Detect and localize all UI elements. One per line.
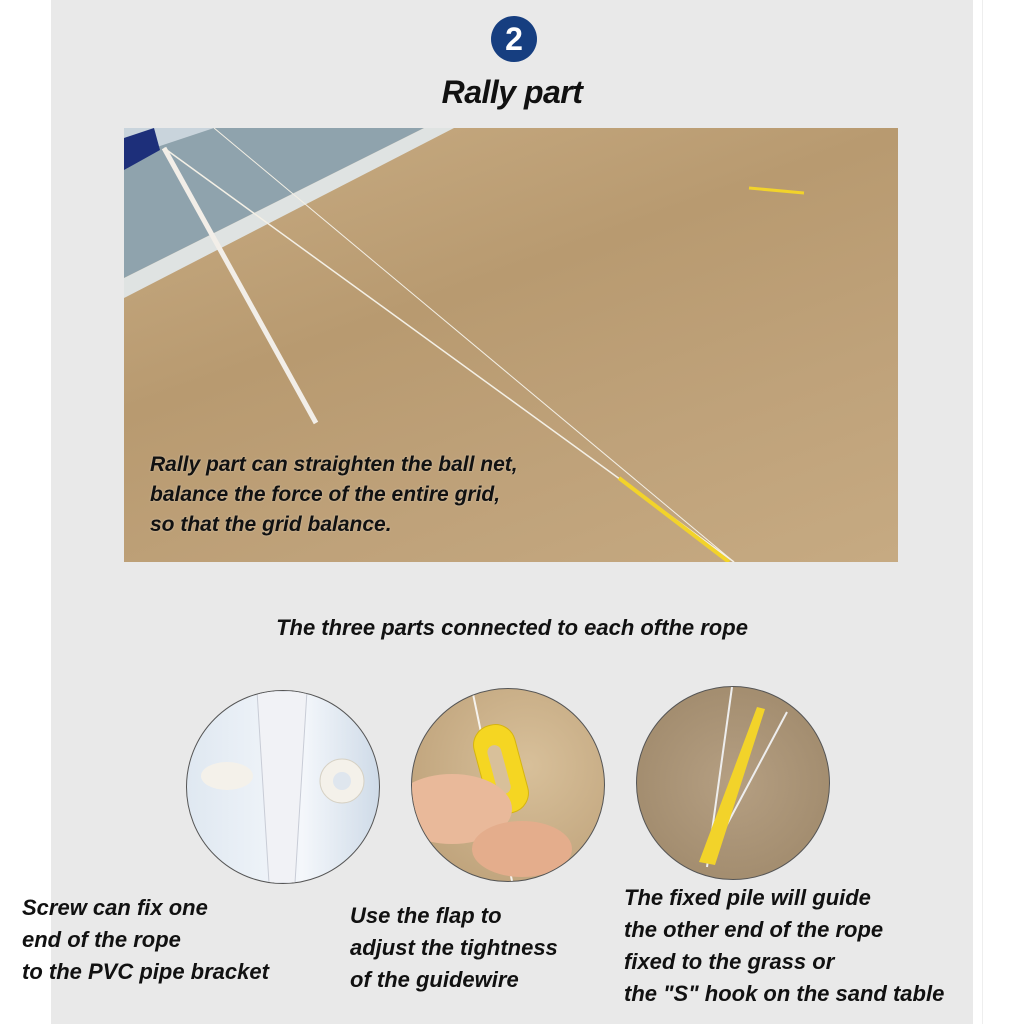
caption-line: Rally part can straighten the ball net, (150, 453, 518, 476)
flap-description (350, 900, 558, 996)
description-line: the other end of the rope (624, 917, 884, 942)
description-line: end of the rope (22, 927, 181, 952)
pvc-pipe-screw-illustration (187, 691, 379, 883)
yellow-stake-illustration (637, 687, 829, 879)
description-line: fixed to the grass or (624, 949, 835, 974)
fixed-pile-photo (636, 686, 830, 880)
step-number-badge: 2 (491, 16, 537, 62)
description-line: to the PVC pipe bracket (22, 959, 269, 984)
description-line: The fixed pile will guide (624, 885, 871, 910)
photo-caption (150, 450, 518, 540)
caption-line: so that the grid balance. (150, 513, 392, 536)
description-line: adjust the tightness (350, 935, 558, 960)
divider (982, 0, 983, 1024)
pile-description (624, 882, 944, 1010)
description-line: the "S" hook on the sand table (624, 981, 945, 1006)
description-line: of the guidewire (350, 967, 519, 992)
section-title: Rally part (441, 74, 583, 110)
parts-subtitle: The three parts connected to each ofthe rope (276, 615, 748, 640)
beach-rally-photo (124, 128, 898, 562)
flap-hand-illustration (412, 689, 604, 881)
screw-description (22, 892, 269, 988)
caption-line: balance the force of the entire grid, (150, 483, 501, 506)
description-line: Screw can fix one (22, 895, 208, 920)
screw-bracket-photo (186, 690, 380, 884)
description-line: Use the flap to (350, 903, 502, 928)
flap-adjuster-photo (411, 688, 605, 882)
